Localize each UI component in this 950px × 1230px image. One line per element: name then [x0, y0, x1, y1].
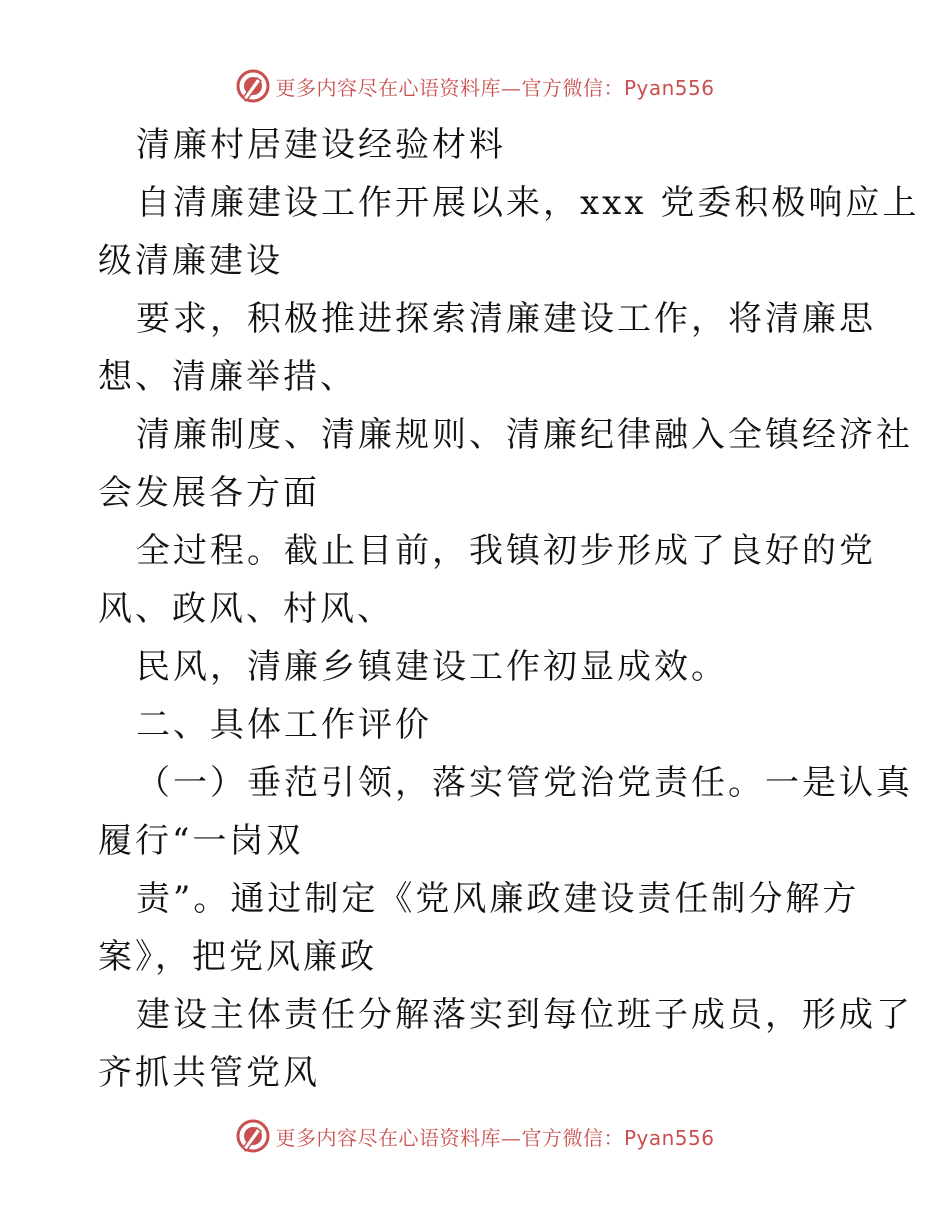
- pen-logo-icon: [235, 1118, 271, 1154]
- text-line: 级清廉建设: [98, 241, 283, 281]
- document-body: [98, 116, 920, 1102]
- text-line: 二、具体工作评价: [136, 705, 432, 745]
- header-watermark: [0, 68, 950, 108]
- text-line: 风、政风、村风、: [98, 589, 394, 629]
- pen-logo-icon: [235, 68, 271, 104]
- footer-watermark: [0, 1118, 950, 1158]
- watermark-contact: 官方微信：Pyan556: [521, 1125, 715, 1150]
- text-line: 清廉村居建设经验材料: [136, 125, 506, 165]
- text-line: 自清廉建设工作开展以来，xxx 党委积极响应上: [136, 183, 920, 223]
- text-line: 清廉制度、清廉规则、清廉纪律融入全镇经济社: [136, 415, 913, 455]
- text-line: 全过程。截止目前，我镇初步形成了良好的党: [136, 531, 876, 571]
- text-line: 想、清廉举措、: [98, 357, 357, 397]
- text-line: 责”。通过制定《党风廉政建设责任制分解方: [136, 879, 860, 919]
- text-line: 民风，清廉乡镇建设工作初显成效。: [136, 647, 728, 687]
- watermark-text: 更多内容尽在心语资料库—: [275, 1125, 522, 1150]
- text-line: 会发展各方面: [98, 473, 320, 513]
- text-line: 建设主体责任分解落实到每位班子成员，形成了: [136, 995, 913, 1035]
- text-line: 齐抓共管党风: [98, 1053, 320, 1093]
- text-line: （一）垂范引领，落实管党治党责任。一是认真: [136, 763, 913, 803]
- text-line: 履行“一岗双: [98, 821, 304, 861]
- text-line: 要求，积极推进探索清廉建设工作，将清廉思: [136, 299, 876, 339]
- watermark-text: 更多内容尽在心语资料库—: [275, 75, 522, 100]
- text-line: 案》，把党风廉政: [98, 937, 377, 977]
- watermark-contact: 官方微信：Pyan556: [521, 75, 715, 100]
